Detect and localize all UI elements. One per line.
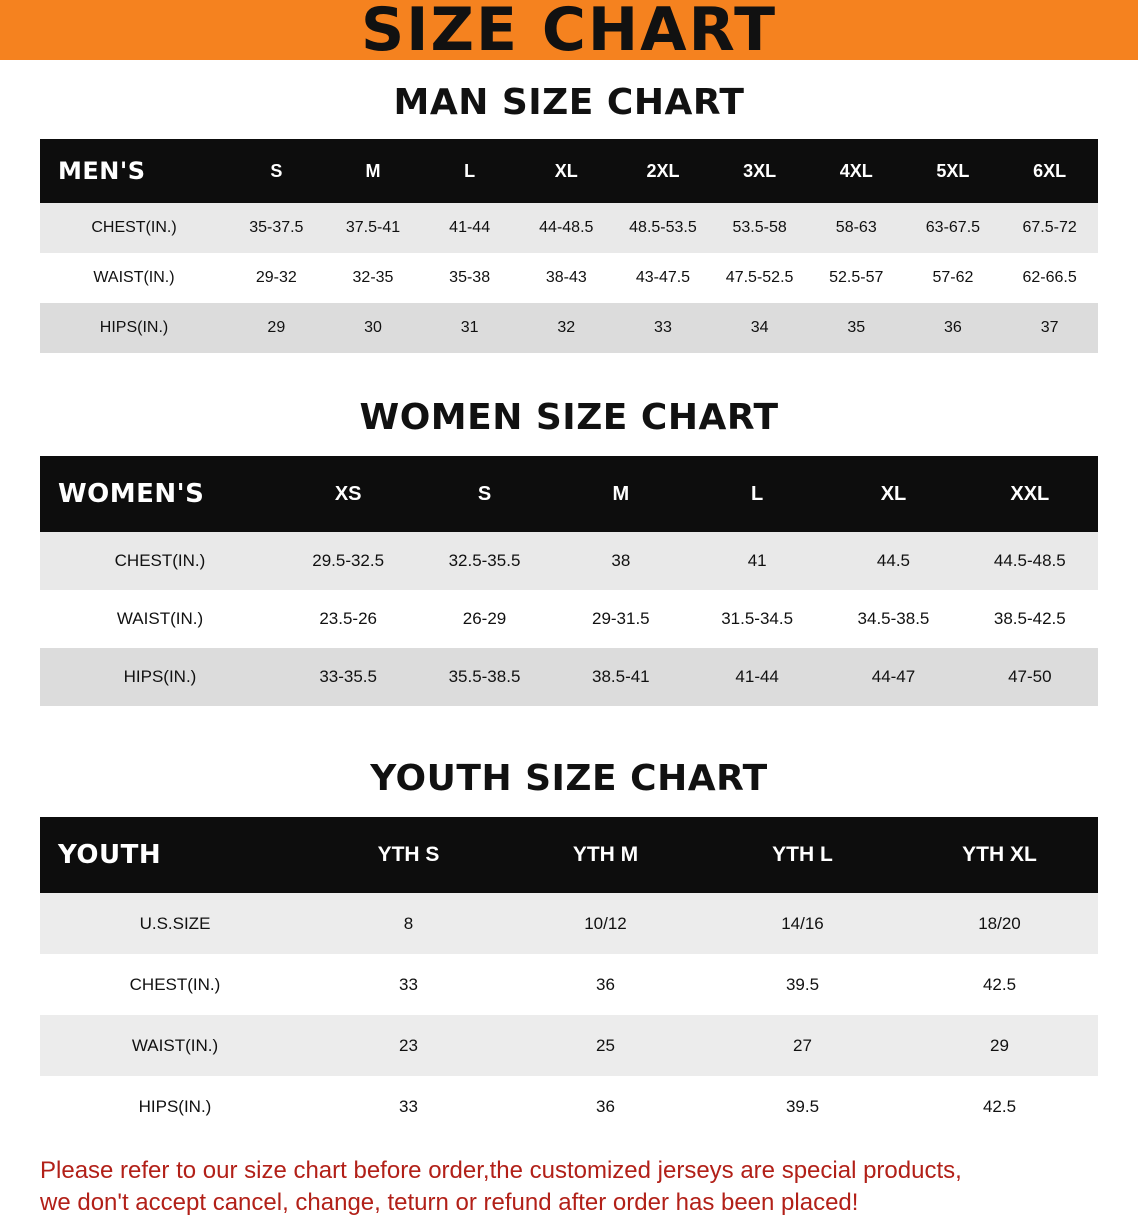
col-header-5xl: 5XL [905,139,1002,203]
cell: 36 [507,1076,704,1137]
col-header-m: M [553,456,689,532]
cell: 57-62 [905,253,1002,303]
cell: 43-47.5 [615,253,712,303]
table-header-row [40,817,1098,893]
youth-size-table [40,817,1098,1137]
row-label-chest: CHEST(IN.) [40,532,280,590]
col-header-yth-l: YTH L [704,817,901,893]
cell: 29 [901,1015,1098,1076]
cell: 29.5-32.5 [280,532,416,590]
col-header-s: S [416,456,552,532]
youth-section-title: YOUTH SIZE CHART [370,758,768,799]
cell: 36 [507,954,704,1015]
cell: 47.5-52.5 [711,253,808,303]
table-header-row [40,456,1098,532]
row-label-hips: HIPS(IN.) [40,1076,310,1137]
cell: 35 [808,303,905,353]
cell: 58-63 [808,203,905,253]
cell: 18/20 [901,893,1098,954]
cell: 34 [711,303,808,353]
table-row [40,590,1098,648]
cell: 44-47 [825,648,961,706]
table-header-row [40,139,1098,203]
cell: 38.5-41 [553,648,689,706]
col-header-2xl: 2XL [615,139,712,203]
table-row [40,648,1098,706]
row-label-waist: WAIST(IN.) [40,590,280,648]
cell: 33 [310,954,507,1015]
col-header-l: L [689,456,825,532]
cell: 29-31.5 [553,590,689,648]
cell: 47-50 [962,648,1098,706]
page-title: SIZE CHART [360,0,778,65]
cell: 38-43 [518,253,615,303]
man-section-title: MAN SIZE CHART [393,82,745,123]
women-size-table [40,456,1098,706]
table-row [40,954,1098,1015]
banner [0,0,1138,65]
row-label-waist: WAIST(IN.) [40,253,228,303]
row-label-us-size: U.S.SIZE [40,893,310,954]
cell: 53.5-58 [711,203,808,253]
cell: 48.5-53.5 [615,203,712,253]
cell: 25 [507,1015,704,1076]
cell: 37 [1001,303,1098,353]
col-header-xs: XS [280,456,416,532]
table-row [40,303,1098,353]
cell: 33 [310,1076,507,1137]
cell: 63-67.5 [905,203,1002,253]
cell: 44-48.5 [518,203,615,253]
row-label-chest: CHEST(IN.) [40,954,310,1015]
cell: 27 [704,1015,901,1076]
table-row [40,1076,1098,1137]
cell: 35-37.5 [228,203,325,253]
table-row [40,203,1098,253]
cell: 30 [325,303,422,353]
col-header-xl: XL [825,456,961,532]
table-row [40,253,1098,303]
cell: 33-35.5 [280,648,416,706]
cell: 44.5 [825,532,961,590]
cell: 29 [228,303,325,353]
cell: 38 [553,532,689,590]
table-row [40,893,1098,954]
cell: 37.5-41 [325,203,422,253]
col-header-4xl: 4XL [808,139,905,203]
col-header-s: S [228,139,325,203]
footnote [40,1155,1098,1220]
cell: 52.5-57 [808,253,905,303]
table-row [40,1015,1098,1076]
cell: 31.5-34.5 [689,590,825,648]
cell: 62-66.5 [1001,253,1098,303]
cell: 41-44 [421,203,518,253]
col-header-xxl: XXL [962,456,1098,532]
cell: 23 [310,1015,507,1076]
cell: 14/16 [704,893,901,954]
man-size-table [40,139,1098,353]
footnote-line-2: we don't accept cancel, change, teturn or refund after order has been placed! [40,1189,859,1217]
cell: 39.5 [704,954,901,1015]
row-label-chest: CHEST(IN.) [40,203,228,253]
cell: 33 [615,303,712,353]
cell: 8 [310,893,507,954]
cell: 32-35 [325,253,422,303]
content [0,60,1138,1137]
row-label-hips: HIPS(IN.) [40,303,228,353]
col-header-men: MEN'S [40,139,228,203]
cell: 23.5-26 [280,590,416,648]
col-header-yth-m: YTH M [507,817,704,893]
col-header-6xl: 6XL [1001,139,1098,203]
cell: 35.5-38.5 [416,648,552,706]
cell: 31 [421,303,518,353]
row-label-hips: HIPS(IN.) [40,648,280,706]
col-header-yth-xl: YTH XL [901,817,1098,893]
col-header-youth: YOUTH [40,817,310,893]
col-header-xl: XL [518,139,615,203]
cell: 41-44 [689,648,825,706]
footnote-line-1: Please refer to our size chart before order,the customized jerseys are special products, [40,1157,962,1184]
row-label-waist: WAIST(IN.) [40,1015,310,1076]
cell: 67.5-72 [1001,203,1098,253]
col-header-yth-s: YTH S [310,817,507,893]
col-header-womens: WOMEN'S [40,456,280,532]
cell: 42.5 [901,1076,1098,1137]
cell: 42.5 [901,954,1098,1015]
cell: 35-38 [421,253,518,303]
col-header-3xl: 3XL [711,139,808,203]
cell: 34.5-38.5 [825,590,961,648]
cell: 39.5 [704,1076,901,1137]
cell: 41 [689,532,825,590]
cell: 36 [905,303,1002,353]
cell: 38.5-42.5 [962,590,1098,648]
cell: 32 [518,303,615,353]
table-row [40,532,1098,590]
col-header-l: L [421,139,518,203]
cell: 44.5-48.5 [962,532,1098,590]
cell: 10/12 [507,893,704,954]
cell: 26-29 [416,590,552,648]
cell: 32.5-35.5 [416,532,552,590]
col-header-m: M [325,139,422,203]
women-section-title: WOMEN SIZE CHART [359,397,779,438]
cell: 29-32 [228,253,325,303]
